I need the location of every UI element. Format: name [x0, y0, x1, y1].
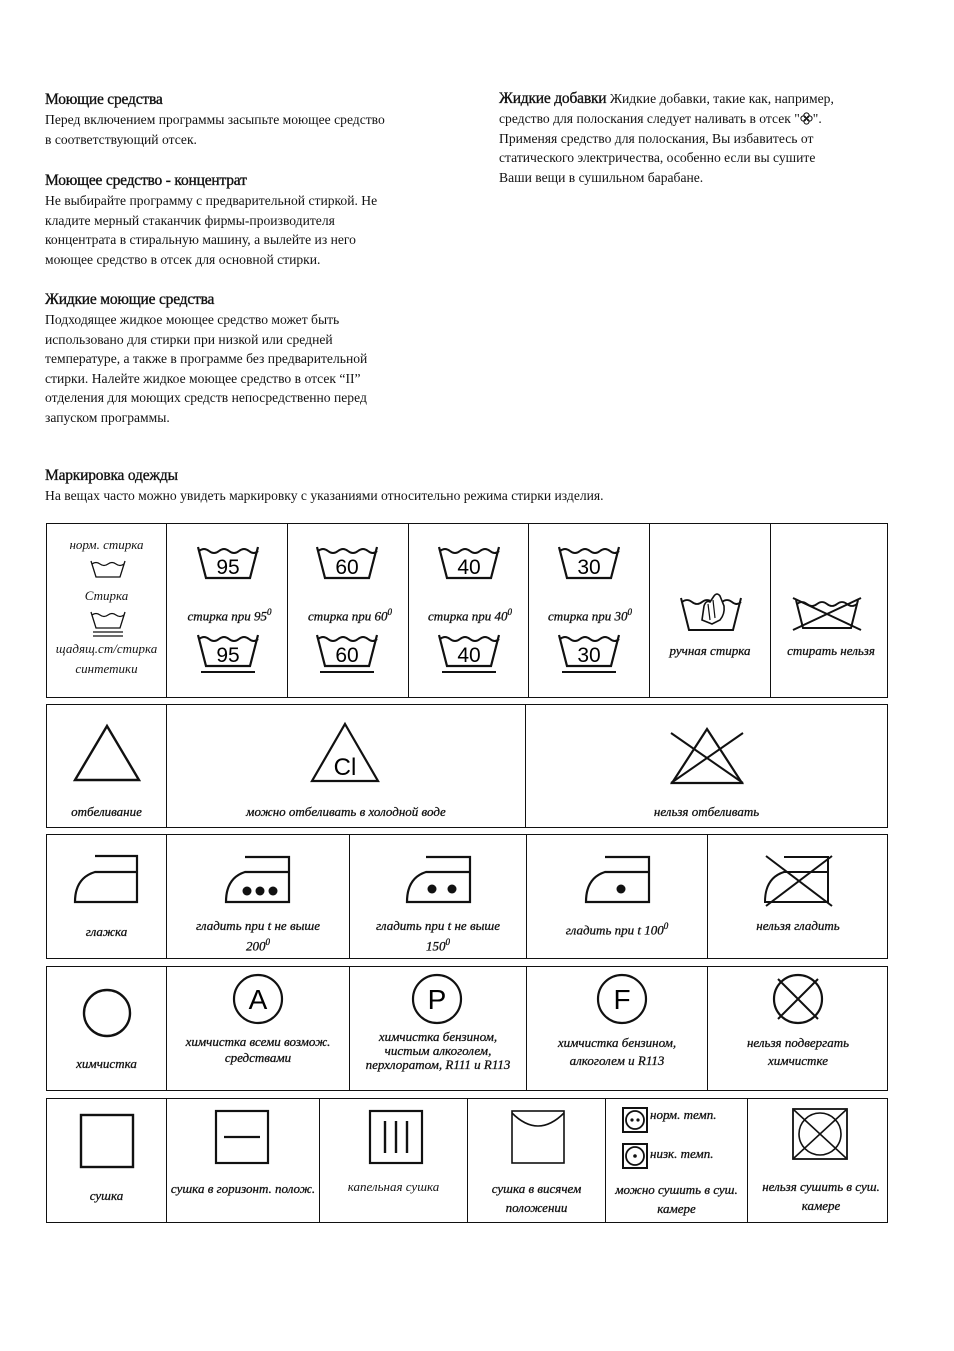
concentrate-section [45, 171, 475, 269]
wash-60-cell [288, 524, 409, 698]
label-temp: 150 [426, 938, 446, 954]
quote-close: ". [812, 111, 822, 126]
washtub-95-delicate-icon [197, 632, 259, 678]
label-text: гладить при t 100 [565, 922, 664, 938]
washtub-delicate-icon [90, 608, 126, 638]
circle-icon [81, 987, 133, 1039]
label-text: гладить при t не выше [196, 918, 320, 933]
label-text: стирка при 30 [548, 608, 628, 624]
wash-40-cell [409, 524, 529, 698]
no-dry-clean-icon [770, 971, 826, 1027]
norm-temp-label: норм. темп. [650, 1107, 717, 1122]
wash-30-cell [529, 524, 650, 698]
square-icon [79, 1113, 135, 1169]
no-iron-label: нельзя гладить [756, 918, 840, 933]
letter: P [427, 984, 447, 1015]
degree: 0 [266, 607, 272, 617]
tumble-normal-icon [622, 1107, 648, 1133]
section-body: Не выбирайте программу с предварительной стиркой. Не кладите мерный стаканчик фирмы-производителя концентрата в стиральную машину, а вылейте из него моющее средство в отсек для основной стирки. [45, 193, 378, 267]
dry-hang-cell [468, 1099, 606, 1223]
washtub-60-icon [316, 544, 378, 580]
washtub-95-icon [197, 544, 259, 580]
label-text: стирка при 95 [187, 608, 267, 624]
dry-cleaning-table [46, 966, 888, 1091]
temp-number: 95 [216, 644, 240, 667]
dry-clean-a-cell [167, 967, 350, 1091]
ironing-table [46, 834, 888, 959]
iron-200-label [171, 918, 345, 954]
section-body-rest: Применяя средство для полоскания, Вы избавитесь от статического электричества, особенно если вы сушите Ваши вещи в сушильном барабане. [499, 130, 816, 185]
tumble-dry-cell [606, 1099, 748, 1223]
section-title: Моющее средство - концентрат [45, 172, 247, 189]
dry-clean-p-label: химчистка бензином, чистым алкоголем, перхлоратом, R111 и R113 [365, 1029, 511, 1072]
section-body-line2: средство для полоскания следует наливать в отсек " [499, 111, 800, 126]
section-title: Жидкие моющие средства [45, 291, 215, 308]
dry-clean-f-label: химчистка бензином, алкоголем и R113 [557, 1035, 677, 1068]
flower-icon [800, 112, 813, 125]
no-wash-icon [791, 596, 863, 632]
dry-flat-cell [167, 1099, 320, 1223]
iron-100-label [527, 918, 707, 938]
no-wash-label: стирать нельзя [787, 643, 875, 658]
iron-one-dot-icon [583, 854, 653, 906]
letter: F [613, 984, 631, 1015]
washtub-60-delicate-icon [316, 632, 378, 678]
dry-hang-label: сушка в висячем положении [491, 1181, 582, 1215]
washing-table [46, 523, 888, 698]
tumble-low-icon [622, 1143, 648, 1169]
label-text: стирка при 40 [428, 608, 508, 624]
no-dry-clean-label: нельзя подвергать химчистке [746, 1035, 850, 1068]
temp-number: 60 [335, 556, 359, 579]
section-body: Подходящее жидкое моющее средство может быть использовано для стирки при низкой или средней температуре, а также в программе без предварительной стирки. Налейте жидкое моющее средство в отсек “II” отделения для моющих средств непосредственно перед запуском программы. [45, 312, 368, 425]
iron-100-cell [527, 835, 708, 959]
label-synthetic: синтетики [75, 661, 138, 676]
cl-text: Cl [333, 754, 357, 781]
letter: A [248, 984, 268, 1015]
wash-95-label [167, 604, 292, 624]
dry-clean-p-cell [350, 967, 527, 1091]
square-hang-icon [510, 1109, 566, 1165]
wash-30-label [529, 604, 651, 624]
liquid-detergents-section [45, 290, 475, 427]
hand-wash-icon [680, 590, 742, 632]
bleach-table [46, 704, 888, 828]
iron-150-label [352, 918, 524, 954]
washtub-icon [90, 557, 126, 579]
section-title: Моющие средства [45, 91, 163, 108]
iron-label: глажка [85, 924, 128, 939]
washtub-30-delicate-icon [558, 632, 620, 678]
no-iron-cell [708, 835, 888, 959]
iron-150-cell [350, 835, 527, 959]
label-gentle: Стирка [84, 588, 129, 603]
iron-three-dots-icon [223, 854, 293, 906]
circle-f-icon [595, 972, 649, 1026]
bleach-cell [47, 705, 167, 828]
dry-cell [47, 1099, 167, 1223]
iron-icon [71, 852, 143, 906]
bleach-label: отбеливание [71, 804, 142, 819]
label-delicate: щадящ.ст/стирка [55, 641, 158, 656]
iron-200-cell [167, 835, 350, 959]
temp-number: 95 [216, 556, 240, 579]
hand-wash-cell [650, 524, 771, 698]
degree: 0 [387, 607, 392, 617]
no-tumble-dry-cell [748, 1099, 888, 1223]
drying-table [46, 1098, 888, 1223]
no-bleach-label: нельзя отбеливать [653, 804, 760, 819]
section-title: Маркировка одежды [45, 467, 178, 484]
wash-normal-cell [47, 524, 167, 698]
bleach-cold-label: можно отбеливать в холодной воде [246, 804, 446, 819]
bleach-cold-cell [167, 705, 526, 828]
washtub-40-delicate-icon [438, 632, 500, 678]
tumble-dry-label: можно сушить в суш. камере [615, 1182, 738, 1216]
wash-60-label [288, 604, 412, 624]
low-temp-label: низк. темп. [650, 1146, 714, 1161]
degree: 0 [627, 607, 632, 617]
temp-number: 40 [457, 644, 481, 667]
marking-section [45, 466, 905, 506]
triangle-icon [72, 723, 142, 783]
hand-wash-label: ручная стирка [669, 643, 751, 658]
temp-number: 30 [577, 644, 601, 667]
degree: 0 [265, 937, 270, 947]
detergents-section [45, 90, 475, 149]
section-body: Перед включением программы засыпьте моющее средство в соответствующий отсек. [45, 112, 385, 147]
label-text: стирка при 60 [308, 608, 388, 624]
dry-clean-f-cell [527, 967, 708, 1091]
dry-label: сушка [89, 1188, 124, 1203]
liquid-additives-section [499, 89, 919, 187]
label-text: гладить при t не выше [376, 918, 500, 933]
triangle-cl-icon [309, 721, 381, 785]
degree: 0 [445, 937, 450, 947]
iron-cell [47, 835, 167, 959]
no-tumble-dry-icon [790, 1107, 850, 1161]
label-temp: 200 [246, 938, 266, 954]
square-three-lines-icon [368, 1109, 424, 1165]
temp-number: 30 [577, 556, 601, 579]
no-tumble-dry-label: нельзя сушить в суш. камере [762, 1179, 880, 1213]
no-iron-icon [760, 854, 836, 908]
section-body-line1: Жидкие добавки, такие как, например, [609, 91, 834, 106]
dry-clean-cell [47, 967, 167, 1091]
iron-two-dots-icon [404, 854, 474, 906]
label-norm: норм. стирка [69, 537, 144, 552]
degree: 0 [663, 921, 669, 931]
section-body: На вещах часто можно увидеть маркировку с указаниями относительно режима стирки изделия. [45, 488, 604, 503]
temp-number: 40 [457, 556, 481, 579]
dry-drip-cell [320, 1099, 468, 1223]
washtub-30-icon [558, 544, 620, 580]
dry-clean-a-label: химчистка всеми возмож. средствами [185, 1034, 331, 1065]
wash-40-label [409, 604, 531, 624]
section-title: Жидкие добавки [499, 90, 607, 107]
dry-flat-label: сушка в горизонт. полож. [170, 1181, 316, 1196]
washtub-40-icon [438, 544, 500, 580]
no-bleach-icon [666, 725, 748, 787]
dry-clean-label: химчистка [76, 1056, 137, 1071]
no-wash-cell [771, 524, 888, 698]
square-line-icon [214, 1109, 270, 1165]
circle-a-icon [231, 972, 285, 1026]
circle-p-icon [410, 972, 464, 1026]
no-bleach-cell [526, 705, 888, 828]
degree: 0 [507, 607, 512, 617]
temp-number: 60 [335, 644, 359, 667]
no-dry-clean-cell [708, 967, 888, 1091]
dry-drip-label: капельная сушка [347, 1179, 440, 1194]
wash-95-cell [167, 524, 288, 698]
